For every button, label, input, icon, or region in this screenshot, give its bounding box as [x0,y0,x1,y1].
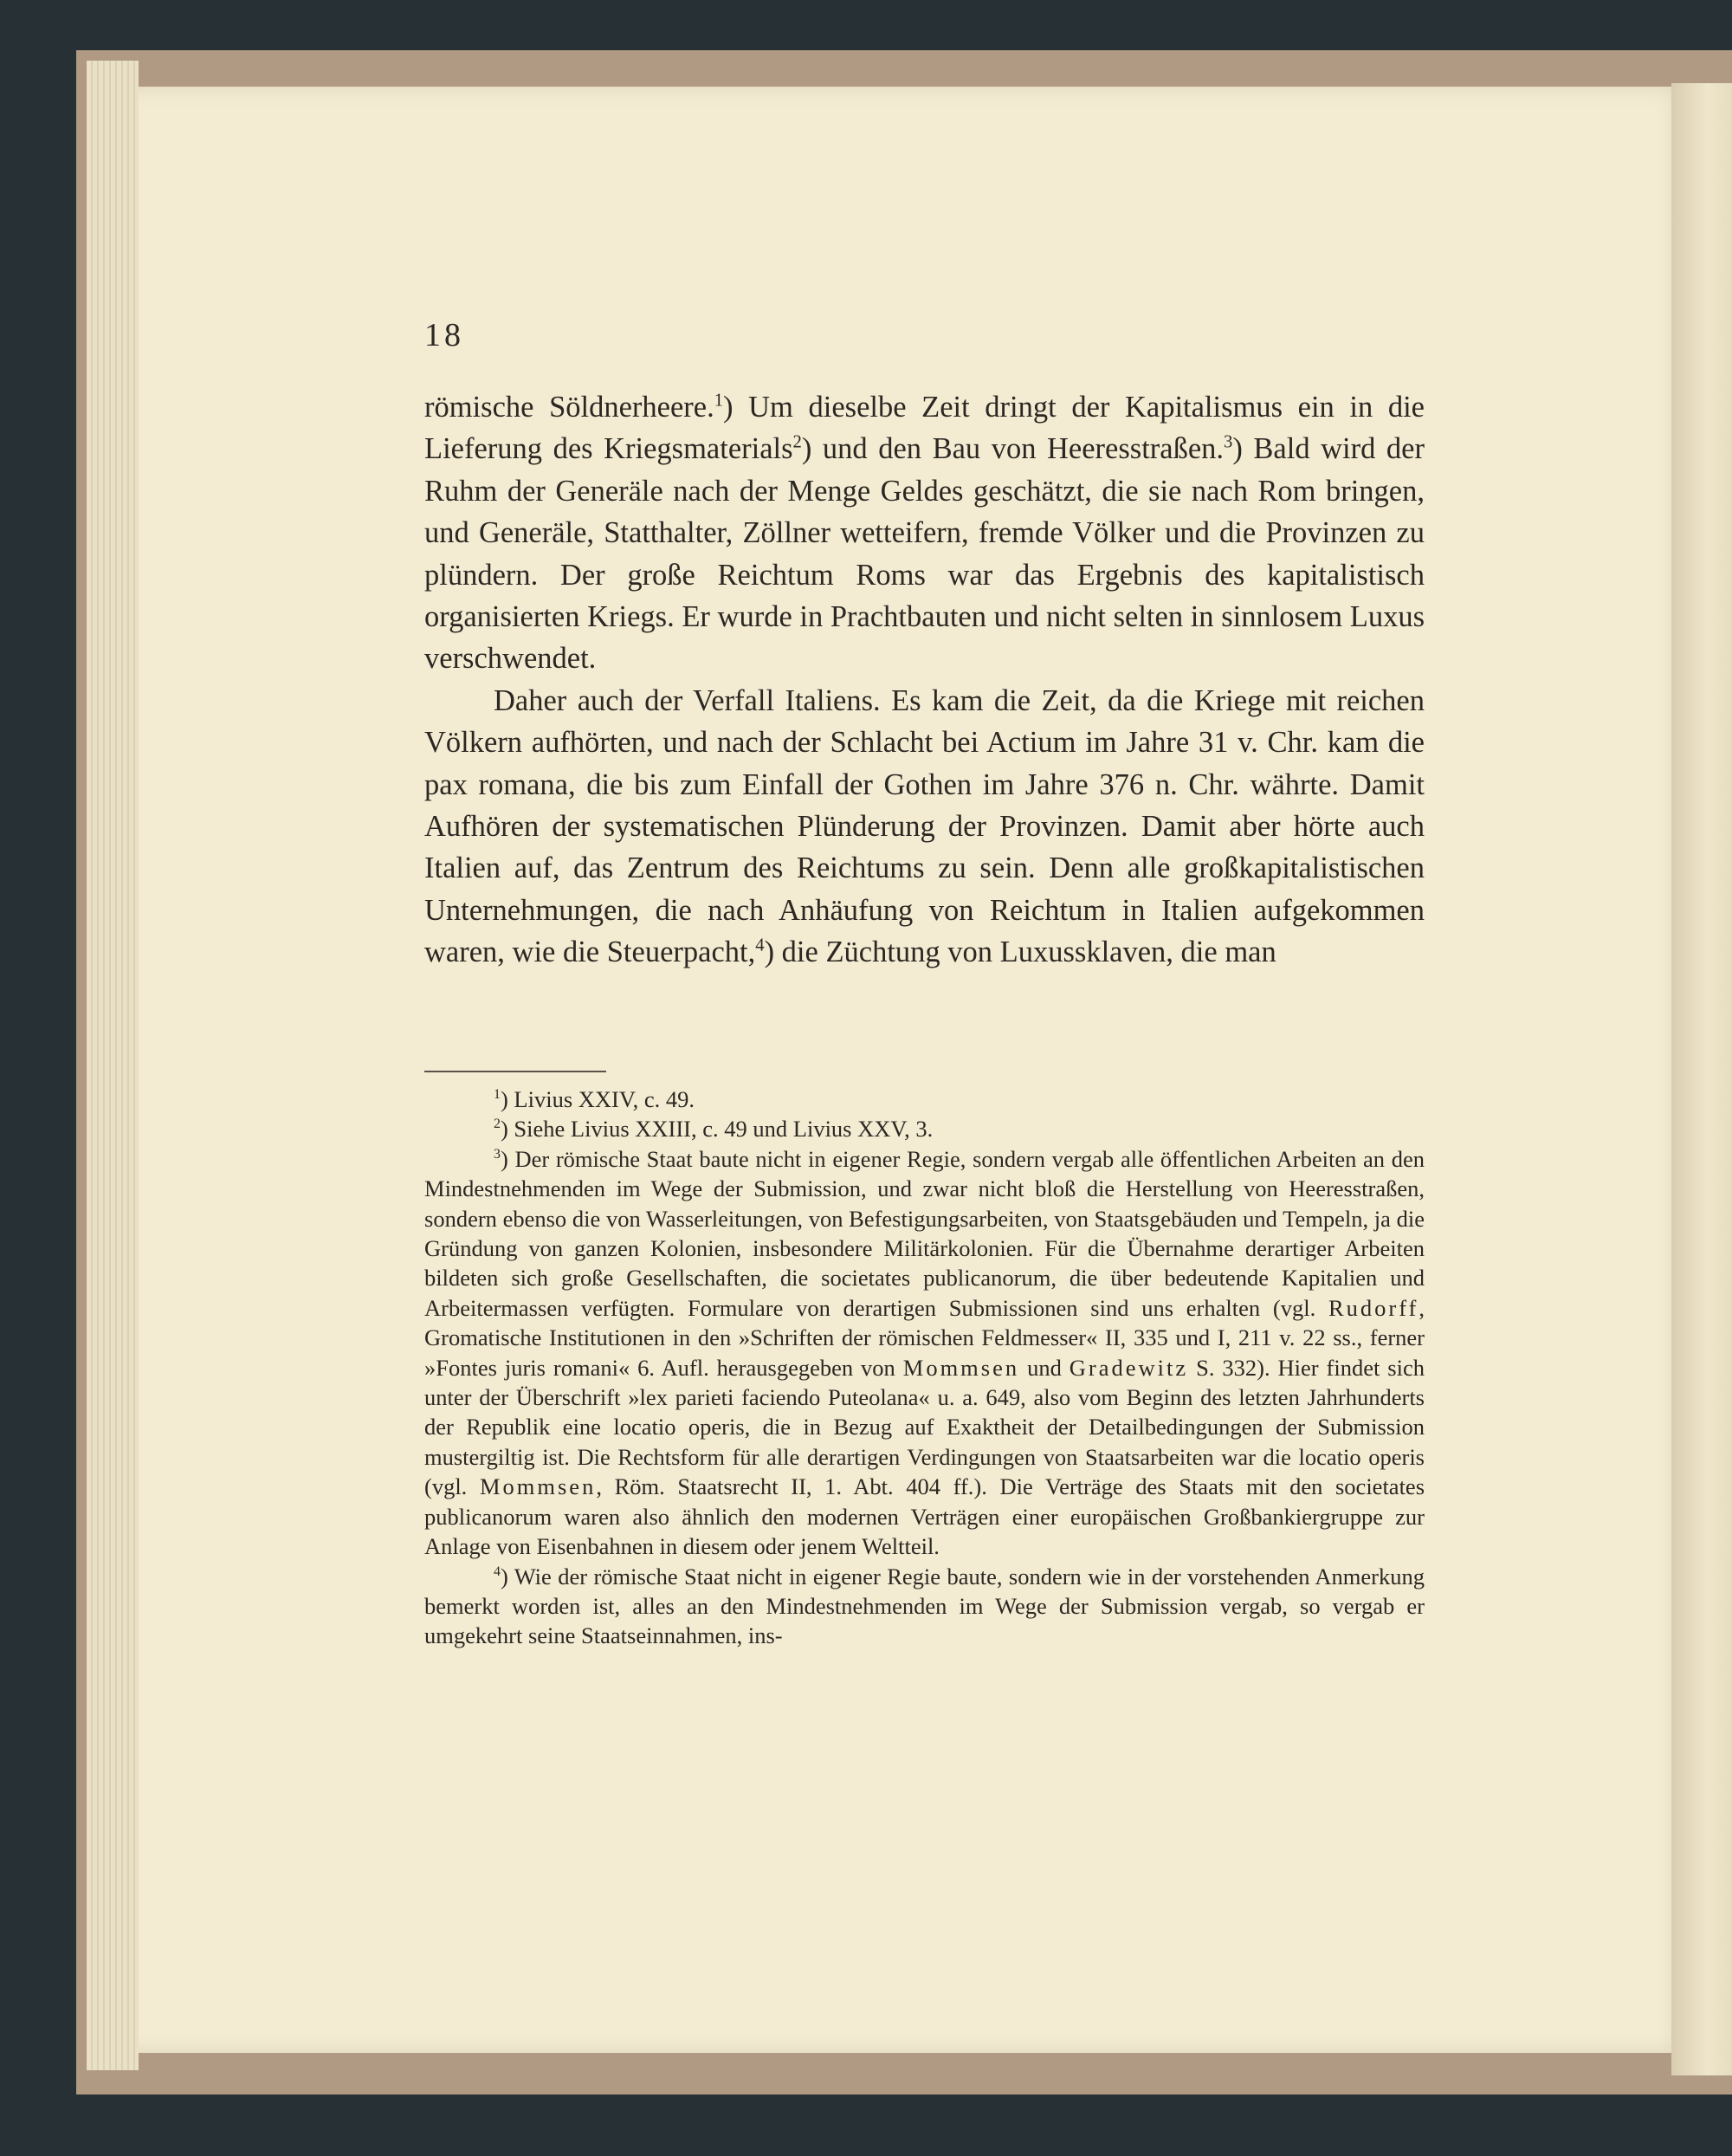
footnote-divider [424,1071,606,1072]
paragraph: römische Söldnerheere.$^1$) Um dieselbe Zeit dringt der Kapitalismus ein in die Lieferung des Kriegsmaterials$^2$) und den Bau von Heeresstraßen.$^3$) Bald wird der Ruhm der Generäle nach der Menge Geldes geschätzt, die sie nach Rom bringen, und Generäle, Statthalter, Zöllner wetteifern, fremde Völker und die Provinzen zu plündern. Der große Reichtum Roms war das Ergebnis des kapitalistisch organisierten Kriegs. Er wurde in Prachtbauten und nicht selten in sinnlosem Luxus verschwendet. [424,391,1425,676]
footnote-3: $^3$) Der römische Staat baute nicht in eigener Regie, sondern vergab alle öffentlichen Arbeiten an den Mindestnehmenden im Wege der Submission, und zwar nicht bloß die Herstellung von Heeresstraßen, sondern ebenso die von Wasserleitungen, von Befestigungsarbeiten, von Staatsgebäuden und Tempeln, ja die Gründung von ganzen Kolonien, insbesondere Militärkolonien. Für die Übernahme derartiger Arbeiten bildeten sich große Gesellschaften, die societates publicanorum, die über bedeutende Kapitalien und Arbeitermassen verfügten. Formulare von derartigen Submissionen sind uns erhalten (vgl. Rudorff, Gromatische Institutionen in den »Schriften der römischen Feldmesser« II, 335 und I, 211 v. 22 ss., ferner »Fontes juris romani« 6. Aufl. herausgegeben von Mommsen und Gradewitz S. 332). Hier findet sich unter der Überschrift »lex parieti faciendo Puteolana« u. a. 649, also vom Beginn des letzten Jahrhunderts der Republik eine locatio operis, die in Bezug auf Exaktheit der Detailbedingungen der Submission mustergiltig ist. Die Rechtsform für alle derartigen Verdingungen von Staatsarbeiten war die locatio operis (vgl. Mommsen, Röm. Staatsrecht II, 1. Abt. 404 ff.). Die Verträge des Staats mit den societates publicanorum waren also ähnlich den modernen Verträgen einer europäischen Großbankiergruppe zur Anlage von Eisenbahnen in diesem oder jenem Weltteil. [424,1145,1425,1560]
page-number: 18 [424,317,464,353]
footnote-1: $^1$) Livius XXIV, c. 49. [494,1086,695,1112]
footnote-2: $^2$) Siehe Livius XXIII, c. 49 und Livius XXV, 3. [494,1116,934,1143]
footnote-mark: 1 [494,1087,501,1103]
footnotes [424,1084,1425,1651]
book-gutter [1671,83,1732,2075]
page-edges [87,61,139,2070]
footnote-4: $^4$) Wie der römische Staat nicht in eigener Regie baute, sondern wie in der vorstehenden Anmerkung bemerkt worden ist, alles an den Mindestnehmenden im Wege der Submission vergab, so vergab er umgekehrt seine Staatseinnahmen, ins- [424,1563,1425,1649]
author-name: Mommsen [479,1473,597,1500]
author-name: Rudorff [1328,1294,1419,1321]
footnote-mark: 4 [494,1564,501,1579]
footnote-ref: 1 [714,391,724,411]
footnote-ref: 4 [755,936,765,955]
footnote-mark: 3 [494,1146,501,1162]
author-name: Mommsen [902,1354,1020,1381]
author-name: Gradewitz [1069,1354,1189,1381]
paragraph: Daher auch der Verfall Italiens. Es kam die Zeit, da die Kriege mit reichen Völkern aufhörten, und nach der Schlacht bei Actium im Jahre 31 v. Chr. kam die pax romana, die bis zum Einfall der Gothen im Jahre 376 n. Chr. währte. Damit Aufhören der systematischen Plünderung der Provinzen. Damit aber hörte auch Italien auf, das Zentrum des Reichtums zu sein. Denn alle großkapitalistischen Unternehmungen, die nach Anhäufung von Reichtum in Italien aufgekommen waren, wie die Steuerpacht,$^4$) die Züchtung von Luxussklaven, die man [424,683,1425,969]
footnote-ref: 3 [1224,432,1233,452]
footnote-mark: 2 [494,1117,501,1132]
footnote-ref: 2 [792,432,802,452]
book-page [130,87,1689,2053]
main-text [424,386,1425,974]
